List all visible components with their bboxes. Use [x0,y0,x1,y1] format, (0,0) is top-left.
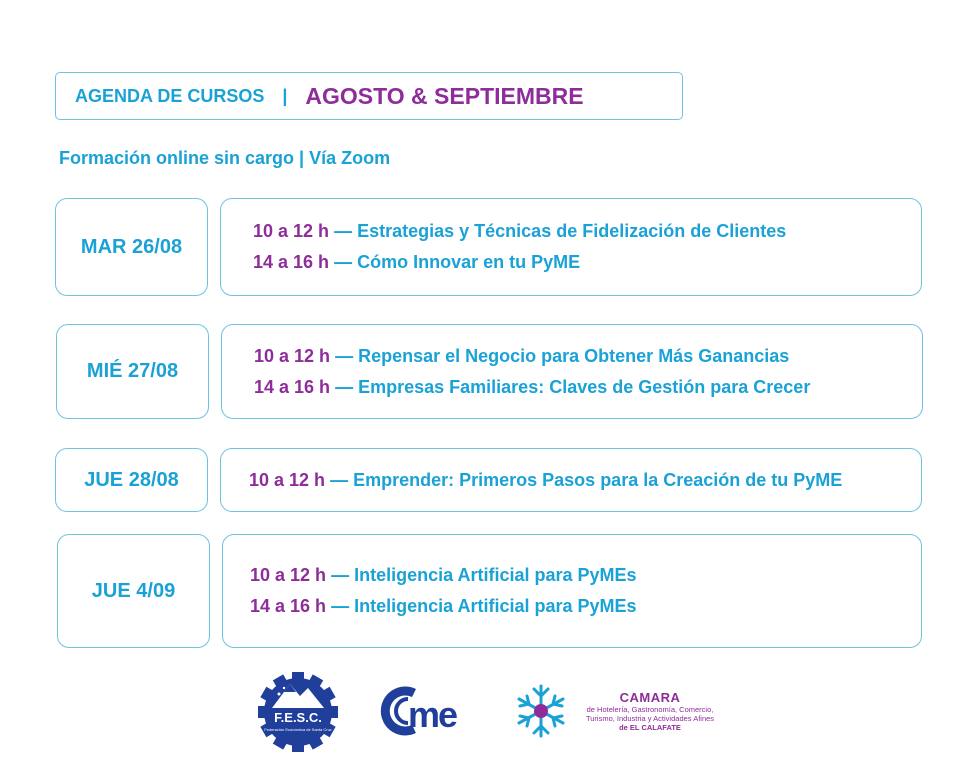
camara-line2: Turismo, Industria y Actividades Afines [585,714,715,723]
course-line [253,216,921,247]
snowflake-center [534,704,548,718]
date-box: MIÉ 27/08 [56,324,209,419]
course-box [220,198,922,296]
logos-strip [0,668,980,778]
header-separator: | [282,85,288,106]
course-dash: — [335,345,354,366]
date-box: MAR 26/08 [55,198,208,296]
camara-text [570,690,730,732]
course-dash: — [334,221,353,241]
fesc-text: F.E.S.C. [274,710,322,725]
course-name: Emprender: Primeros Pasos para la Creación de tu PyME [353,469,843,490]
course-time: 14 a 16 h [253,252,330,272]
course-name: Inteligencia Artificial para PyMEs [354,596,637,616]
course-dash: — [331,596,350,616]
course-line [254,341,922,372]
course-line [250,591,921,622]
course-time: 10 a 12 h [249,469,326,490]
camara-line1: de Hotelería, Gastronomía, Comercio, [586,705,714,714]
course-time: 14 a 16 h [250,596,327,616]
course-line [254,372,922,403]
course-time: 10 a 12 h [250,565,327,585]
date-box: JUE 28/08 [55,448,208,512]
header-box [55,72,683,120]
course-dash: — [334,252,353,272]
course-name: Repensar el Negocio para Obtener Más Ganancias [358,345,790,366]
course-dash: — [335,376,354,397]
course-dash: — [331,565,350,585]
subtitle: Formación online sin cargo | Vía Zoom [59,148,391,168]
came-text: me [408,694,457,735]
course-name: Estrategias y Técnicas de Fidelización de Clientes [357,221,787,241]
course-line [249,465,921,496]
camara-title: CAMARA [619,690,681,705]
course-dash: — [330,469,349,490]
course-time: 14 a 16 h [254,376,331,397]
course-box [222,534,922,648]
course-time: 10 a 12 h [254,345,331,366]
course-name: Cómo Innovar en tu PyME [357,252,581,272]
course-box [221,324,923,419]
course-box [220,448,922,512]
course-name: Inteligencia Artificial para PyMEs [354,565,637,585]
course-time: 10 a 12 h [253,221,330,241]
course-line [250,560,921,591]
date-box: JUE 4/09 [57,534,210,648]
fesc-sub: Federación Económica de Santa Cruz [264,727,332,732]
camara-line3: de EL CALAFATE [619,723,681,732]
course-line [253,247,921,278]
header-title: AGENDA DE CURSOS [75,85,265,106]
came-logo [385,691,457,735]
course-name: Empresas Familiares: Claves de Gestión para Crecer [358,376,811,397]
header-months: AGOSTO & SEPTIEMBRE [305,82,584,109]
